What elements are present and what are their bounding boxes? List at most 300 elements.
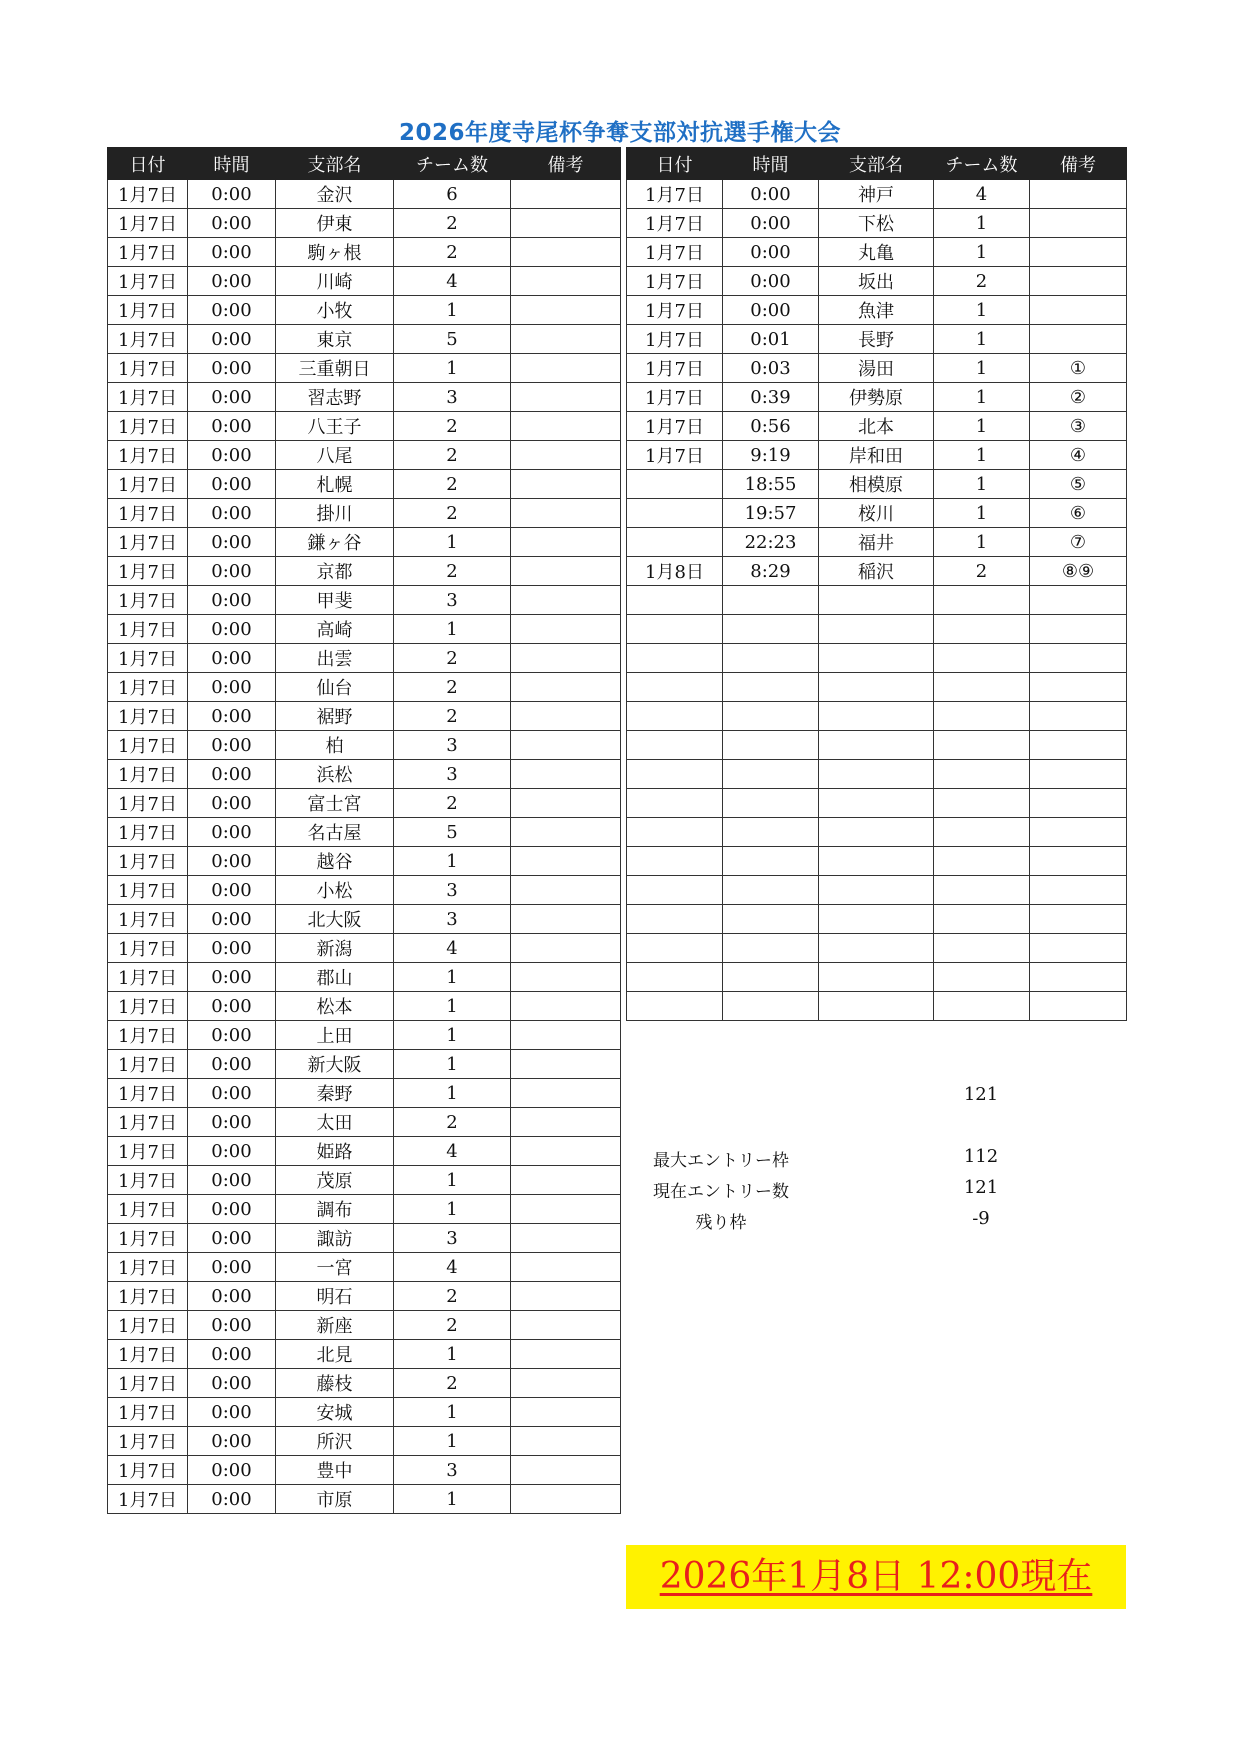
cell-date: 1月7日: [627, 383, 723, 412]
cell-team-count: 2: [394, 702, 511, 731]
cell-date: 1月8日: [627, 557, 723, 586]
cell-date: 1月7日: [627, 412, 723, 441]
table-row: [108, 1253, 621, 1282]
cell-notes: ⑧⑨: [1030, 557, 1127, 586]
cell-date: [627, 499, 723, 528]
current-entry-label: 現在エントリー数: [653, 1182, 789, 1202]
cell-date: 1月7日: [108, 383, 188, 412]
cell-team-count: 3: [394, 731, 511, 760]
cell-date: [627, 992, 723, 1021]
table-row: [108, 992, 621, 1021]
table-row: [627, 499, 1127, 528]
cell-notes: [511, 731, 621, 760]
table-row: [108, 209, 621, 238]
cell-team-count: 1: [934, 325, 1030, 354]
cell-time: 0:00: [188, 1369, 276, 1398]
cell-branch: 札幌: [276, 470, 394, 499]
cell-notes: [1030, 731, 1127, 760]
table-row: [627, 412, 1127, 441]
max-entry-value: 112: [963, 1146, 999, 1167]
cell-team-count: 3: [394, 586, 511, 615]
cell-date: 1月7日: [108, 1340, 188, 1369]
cell-team-count: [934, 586, 1030, 615]
cell-time: [723, 818, 819, 847]
cell-team-count: [934, 847, 1030, 876]
entry-table-right: [626, 147, 1127, 1021]
cell-date: [627, 818, 723, 847]
cell-time: 0:00: [188, 296, 276, 325]
cell-team-count: 1: [934, 238, 1030, 267]
table-row: [627, 992, 1127, 1021]
cell-notes: [1030, 847, 1127, 876]
cell-branch: 駒ヶ根: [276, 238, 394, 267]
cell-team-count: 1: [934, 499, 1030, 528]
cell-branch: [819, 934, 934, 963]
cell-time: 0:39: [723, 383, 819, 412]
cell-date: 1月7日: [627, 325, 723, 354]
cell-notes: [511, 441, 621, 470]
cell-branch: 松本: [276, 992, 394, 1021]
cell-team-count: 3: [394, 905, 511, 934]
cell-notes: ⑥: [1030, 499, 1127, 528]
cell-branch: 秦野: [276, 1079, 394, 1108]
table-row: [108, 1282, 621, 1311]
cell-team-count: [934, 731, 1030, 760]
cell-time: 0:00: [723, 180, 819, 209]
cell-branch: 北見: [276, 1340, 394, 1369]
cell-branch: 八尾: [276, 441, 394, 470]
cell-branch: 出雲: [276, 644, 394, 673]
cell-notes: [511, 1311, 621, 1340]
cell-branch: 稲沢: [819, 557, 934, 586]
cell-branch: 名古屋: [276, 818, 394, 847]
cell-branch: 京都: [276, 557, 394, 586]
table-row: [627, 325, 1127, 354]
cell-team-count: 2: [394, 789, 511, 818]
cell-branch: 越谷: [276, 847, 394, 876]
cell-branch: 習志野: [276, 383, 394, 412]
cell-team-count: [934, 615, 1030, 644]
cell-time: 0:00: [723, 296, 819, 325]
cell-time: 0:00: [188, 383, 276, 412]
table-row: [108, 731, 621, 760]
cell-date: [627, 702, 723, 731]
cell-time: 0:00: [188, 644, 276, 673]
cell-notes: [511, 383, 621, 412]
cell-notes: [511, 1195, 621, 1224]
cell-branch: 坂出: [819, 267, 934, 296]
cell-time: [723, 992, 819, 1021]
cell-team-count: 2: [394, 499, 511, 528]
cell-time: [723, 673, 819, 702]
table-row: [108, 702, 621, 731]
cell-time: 0:00: [188, 499, 276, 528]
cell-branch: 諏訪: [276, 1224, 394, 1253]
cell-time: 0:00: [723, 267, 819, 296]
cell-date: 1月7日: [108, 644, 188, 673]
cell-time: [723, 789, 819, 818]
cell-branch: [819, 963, 934, 992]
max-entry-label: 最大エントリー枠: [653, 1151, 789, 1171]
cell-time: 19:57: [723, 499, 819, 528]
cell-notes: [1030, 818, 1127, 847]
cell-time: 0:00: [723, 238, 819, 267]
cell-date: 1月7日: [108, 528, 188, 557]
cell-date: 1月7日: [108, 1050, 188, 1079]
cell-notes: [511, 1137, 621, 1166]
table-row: [108, 238, 621, 267]
cell-date: 1月7日: [108, 1369, 188, 1398]
table-row: [108, 325, 621, 354]
cell-time: 0:00: [188, 354, 276, 383]
cell-time: 0:00: [188, 963, 276, 992]
header-team-count: チーム数: [934, 148, 1030, 180]
cell-branch: 小牧: [276, 296, 394, 325]
cell-notes: [1030, 615, 1127, 644]
cell-team-count: 1: [394, 1485, 511, 1514]
cell-time: 0:00: [188, 238, 276, 267]
cell-time: [723, 615, 819, 644]
cell-notes: [511, 1282, 621, 1311]
cell-branch: 茂原: [276, 1166, 394, 1195]
cell-notes: [511, 615, 621, 644]
cell-date: 1月7日: [627, 296, 723, 325]
cell-branch: 八王子: [276, 412, 394, 441]
cell-notes: [511, 1021, 621, 1050]
cell-time: 0:00: [188, 441, 276, 470]
cell-date: 1月7日: [108, 905, 188, 934]
cell-branch: [819, 818, 934, 847]
header-time: 時間: [188, 148, 276, 180]
cell-branch: 湯田: [819, 354, 934, 383]
cell-team-count: 2: [394, 557, 511, 586]
cell-time: 0:00: [188, 760, 276, 789]
cell-team-count: 1: [394, 1166, 511, 1195]
cell-branch: [819, 876, 934, 905]
cell-branch: 新座: [276, 1311, 394, 1340]
cell-date: [627, 731, 723, 760]
cell-date: 1月7日: [108, 847, 188, 876]
table-row: [627, 470, 1127, 499]
summary-max-row: [626, 1146, 1126, 1177]
cell-branch: 新潟: [276, 934, 394, 963]
cell-notes: [511, 847, 621, 876]
cell-branch: 仙台: [276, 673, 394, 702]
cell-time: 0:00: [188, 1398, 276, 1427]
cell-notes: [511, 702, 621, 731]
cell-notes: ②: [1030, 383, 1127, 412]
cell-branch: [819, 789, 934, 818]
table-row: [627, 702, 1127, 731]
cell-date: 1月7日: [108, 499, 188, 528]
table-row: [627, 789, 1127, 818]
cell-date: [627, 847, 723, 876]
cell-notes: [1030, 876, 1127, 905]
table-row: [108, 1137, 621, 1166]
cell-date: 1月7日: [108, 702, 188, 731]
cell-team-count: 1: [394, 296, 511, 325]
cell-notes: [1030, 325, 1127, 354]
cell-date: [627, 528, 723, 557]
table-row: [108, 296, 621, 325]
cell-branch: [819, 760, 934, 789]
cell-branch: 姫路: [276, 1137, 394, 1166]
table-row: [627, 644, 1127, 673]
cell-branch: 鎌ヶ谷: [276, 528, 394, 557]
cell-team-count: [934, 760, 1030, 789]
table-row: [108, 818, 621, 847]
cell-team-count: 5: [394, 325, 511, 354]
table-row: [108, 383, 621, 412]
cell-team-count: 2: [934, 557, 1030, 586]
cell-time: 0:00: [188, 1050, 276, 1079]
cell-time: 0:00: [188, 615, 276, 644]
cell-team-count: 1: [934, 209, 1030, 238]
cell-branch: 掛川: [276, 499, 394, 528]
cell-team-count: 4: [394, 934, 511, 963]
cell-branch: 裾野: [276, 702, 394, 731]
table-row: [108, 1456, 621, 1485]
cell-time: 8:29: [723, 557, 819, 586]
cell-notes: [1030, 789, 1127, 818]
cell-team-count: 1: [394, 1340, 511, 1369]
cell-time: 18:55: [723, 470, 819, 499]
cell-date: 1月7日: [108, 1079, 188, 1108]
cell-branch: 神戸: [819, 180, 934, 209]
total-team-count: 121: [963, 1084, 999, 1105]
table-row: [627, 238, 1127, 267]
header-date: 日付: [108, 148, 188, 180]
cell-notes: [511, 180, 621, 209]
table-row: [108, 354, 621, 383]
cell-team-count: 2: [394, 470, 511, 499]
cell-date: 1月7日: [108, 325, 188, 354]
cell-notes: [511, 760, 621, 789]
cell-time: 0:00: [188, 818, 276, 847]
table-row: [627, 876, 1127, 905]
cell-branch: 金沢: [276, 180, 394, 209]
cell-branch: 甲斐: [276, 586, 394, 615]
cell-date: 1月7日: [108, 1456, 188, 1485]
cell-time: 0:00: [188, 209, 276, 238]
entry-summary: [626, 1084, 1126, 1239]
cell-time: [723, 586, 819, 615]
cell-date: 1月7日: [108, 267, 188, 296]
cell-time: 0:00: [188, 673, 276, 702]
cell-branch: [819, 992, 934, 1021]
cell-notes: [511, 992, 621, 1021]
cell-date: [627, 963, 723, 992]
table-row: [108, 1398, 621, 1427]
table-row: [108, 789, 621, 818]
table-row: [108, 847, 621, 876]
cell-time: 9:19: [723, 441, 819, 470]
cell-team-count: 1: [394, 1079, 511, 1108]
cell-branch: 下松: [819, 209, 934, 238]
summary-total-row: [626, 1084, 1126, 1115]
cell-notes: [1030, 702, 1127, 731]
cell-date: 1月7日: [627, 441, 723, 470]
cell-notes: [1030, 209, 1127, 238]
table-row: [108, 905, 621, 934]
cell-notes: [511, 1166, 621, 1195]
cell-branch: 岸和田: [819, 441, 934, 470]
cell-date: 1月7日: [627, 354, 723, 383]
cell-date: 1月7日: [108, 441, 188, 470]
header-notes: 備考: [511, 148, 621, 180]
cell-notes: [1030, 934, 1127, 963]
table-row: [627, 354, 1127, 383]
cell-notes: [1030, 760, 1127, 789]
cell-branch: 太田: [276, 1108, 394, 1137]
cell-notes: [511, 412, 621, 441]
cell-team-count: 1: [934, 354, 1030, 383]
table-row: [108, 528, 621, 557]
remaining-slots-value: -9: [972, 1208, 990, 1229]
cell-time: 0:00: [188, 412, 276, 441]
cell-date: 1月7日: [108, 1485, 188, 1514]
cell-time: 0:56: [723, 412, 819, 441]
cell-team-count: [934, 673, 1030, 702]
cell-date: 1月7日: [627, 180, 723, 209]
cell-notes: [511, 1108, 621, 1137]
table-row: [108, 470, 621, 499]
header-branch: 支部名: [819, 148, 934, 180]
cell-team-count: 1: [934, 383, 1030, 412]
cell-branch: 北本: [819, 412, 934, 441]
cell-date: 1月7日: [108, 412, 188, 441]
table-row: [108, 644, 621, 673]
cell-time: 0:00: [188, 528, 276, 557]
cell-notes: [511, 963, 621, 992]
table-row: [627, 586, 1127, 615]
header-team-count: チーム数: [394, 148, 511, 180]
cell-time: 0:00: [188, 180, 276, 209]
cell-time: 0:00: [188, 470, 276, 499]
cell-time: 0:00: [188, 586, 276, 615]
table-row: [108, 673, 621, 702]
cell-notes: [511, 1079, 621, 1108]
cell-time: 0:00: [188, 905, 276, 934]
cell-branch: [819, 731, 934, 760]
cell-time: 0:00: [723, 209, 819, 238]
header-time: 時間: [723, 148, 819, 180]
cell-date: 1月7日: [108, 1166, 188, 1195]
cell-notes: [1030, 905, 1127, 934]
cell-time: [723, 644, 819, 673]
cell-date: 1月7日: [108, 818, 188, 847]
cell-date: [627, 760, 723, 789]
cell-team-count: 5: [394, 818, 511, 847]
cell-team-count: 1: [394, 1427, 511, 1456]
cell-branch: [819, 847, 934, 876]
cell-notes: [511, 1456, 621, 1485]
cell-team-count: [934, 934, 1030, 963]
table-header-row: [108, 148, 621, 180]
cell-date: 1月7日: [108, 1427, 188, 1456]
table-row: [108, 876, 621, 905]
cell-team-count: 3: [394, 760, 511, 789]
cell-date: 1月7日: [108, 1282, 188, 1311]
cell-notes: [511, 296, 621, 325]
table-row: [108, 267, 621, 296]
cell-team-count: [934, 876, 1030, 905]
table-row: [108, 1108, 621, 1137]
summary-remaining-row: [626, 1208, 1126, 1239]
cell-branch: 明石: [276, 1282, 394, 1311]
cell-time: 0:00: [188, 267, 276, 296]
cell-date: 1月7日: [108, 1137, 188, 1166]
cell-date: 1月7日: [108, 296, 188, 325]
table-row: [627, 673, 1127, 702]
cell-branch: [819, 615, 934, 644]
cell-team-count: 2: [394, 441, 511, 470]
cell-branch: 市原: [276, 1485, 394, 1514]
header-date: 日付: [627, 148, 723, 180]
cell-branch: 北大阪: [276, 905, 394, 934]
cell-branch: [819, 702, 934, 731]
cell-team-count: 2: [394, 1108, 511, 1137]
cell-team-count: [934, 963, 1030, 992]
cell-notes: [1030, 963, 1127, 992]
cell-branch: 一宮: [276, 1253, 394, 1282]
cell-branch: 相模原: [819, 470, 934, 499]
cell-date: [627, 905, 723, 934]
cell-notes: [1030, 267, 1127, 296]
cell-time: 0:00: [188, 1079, 276, 1108]
cell-team-count: 4: [394, 267, 511, 296]
table-row: [108, 1079, 621, 1108]
table-row: [627, 934, 1127, 963]
cell-date: [627, 586, 723, 615]
table-row: [627, 847, 1127, 876]
cell-date: [627, 876, 723, 905]
current-entry-value: 121: [963, 1177, 999, 1198]
cell-branch: 丸亀: [819, 238, 934, 267]
cell-date: 1月7日: [108, 1108, 188, 1137]
table-row: [108, 1427, 621, 1456]
cell-date: 1月7日: [108, 731, 188, 760]
cell-team-count: [934, 992, 1030, 1021]
cell-notes: [511, 1253, 621, 1282]
cell-team-count: 2: [394, 673, 511, 702]
table-row: [108, 1021, 621, 1050]
cell-branch: 小松: [276, 876, 394, 905]
cell-date: 1月7日: [108, 209, 188, 238]
cell-notes: ④: [1030, 441, 1127, 470]
table-row: [627, 528, 1127, 557]
cell-date: [627, 470, 723, 499]
cell-time: 0:00: [188, 1427, 276, 1456]
cell-notes: [511, 325, 621, 354]
cell-team-count: 2: [394, 1311, 511, 1340]
cell-date: [627, 934, 723, 963]
cell-date: 1月7日: [108, 1021, 188, 1050]
cell-team-count: 2: [394, 238, 511, 267]
remaining-slots-label: 残り枠: [695, 1213, 747, 1233]
cell-notes: ⑦: [1030, 528, 1127, 557]
cell-date: 1月7日: [108, 789, 188, 818]
cell-branch: 三重朝日: [276, 354, 394, 383]
table-row: [627, 441, 1127, 470]
table-row: [627, 557, 1127, 586]
cell-team-count: 2: [934, 267, 1030, 296]
cell-time: 0:00: [188, 731, 276, 760]
cell-time: 0:00: [188, 1108, 276, 1137]
summary-spacer: [626, 1115, 1126, 1146]
cell-team-count: [934, 644, 1030, 673]
cell-date: 1月7日: [108, 1195, 188, 1224]
